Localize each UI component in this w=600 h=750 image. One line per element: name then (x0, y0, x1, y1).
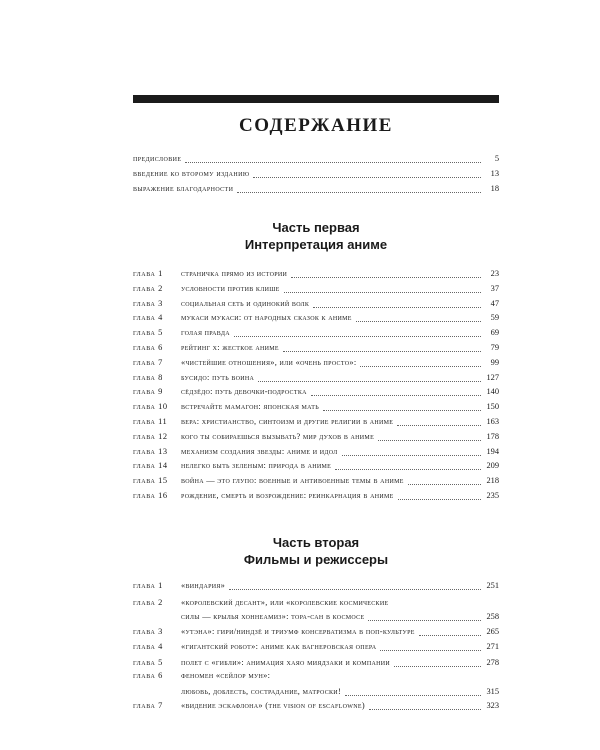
chapter-title: сёдзёдо: путь девочки-подростка (181, 387, 307, 397)
chapter-title: «виндария» (181, 581, 226, 590)
page-number: 265 (486, 627, 499, 636)
chapter-number: глава 3 (133, 298, 163, 308)
chapter-title: вера: христианство, синтоизм и другие религии в аниме (181, 417, 394, 426)
page-number: 163 (486, 417, 499, 426)
toc-chapter-entry[interactable] (133, 488, 499, 503)
chapter-number: глава 7 (133, 357, 163, 367)
chapter-title: силы — крылья хоннеамиз»: тора-сан в космосе (181, 612, 365, 621)
dot-leader (380, 635, 481, 651)
dot-leader (369, 694, 481, 710)
chapter-number: глава 4 (133, 313, 163, 323)
page-number: 258 (486, 612, 499, 621)
page-number: 18 (490, 184, 499, 193)
page-number: 235 (486, 491, 499, 500)
page-number: 13 (490, 169, 499, 178)
page-number: 37 (490, 283, 499, 293)
entry-title: выражение благодарности (133, 184, 234, 193)
chapter-title: полет с «гибли»: анимация хаяо миядзаки и компании (181, 658, 391, 667)
page-number: 23 (490, 269, 499, 278)
page-number: 127 (486, 372, 499, 382)
chapter-number: глава 5 (133, 328, 163, 338)
chapter-number: глава 14 (133, 461, 168, 471)
dot-leader (291, 262, 481, 278)
dot-leader (283, 336, 481, 352)
chapter-title: условности против клише (181, 283, 280, 293)
page-number: 79 (490, 343, 499, 352)
dot-leader (419, 620, 481, 636)
chapter-title: «королевский десант», или «королевские космические (181, 598, 389, 607)
entry-title: предисловие (133, 154, 182, 163)
chapter-title: мукаси мукаси: от народных сказок к аниме (181, 313, 352, 323)
chapter-number: глава 15 (133, 476, 168, 486)
page-number: 69 (490, 328, 499, 338)
chapter-title: война — это глупо: военные и антивоенные темы в аниме (181, 476, 404, 486)
dot-leader (378, 425, 481, 441)
dot-leader (397, 410, 481, 426)
chapter-number: глава 1 (133, 581, 163, 590)
chapter-title: «утэна»: гири/ниндзё и триумф консерватизма в поп-культуре (181, 627, 415, 636)
header-rule (133, 95, 499, 103)
chapter-title: бусидо: путь воина (181, 372, 255, 382)
part1-heading (133, 219, 499, 253)
dot-leader (237, 177, 481, 193)
dot-leader (398, 484, 481, 500)
toc-front-entry[interactable] (133, 181, 499, 196)
chapter-title: социальная сеть и одинокий волк (181, 298, 310, 308)
chapter-number: глава 6 (133, 671, 163, 680)
dot-leader (253, 162, 481, 178)
dot-leader (335, 454, 481, 470)
chapter-number: глава 9 (133, 387, 163, 397)
page-number: 209 (486, 461, 499, 471)
page-number: 218 (486, 476, 499, 486)
dot-leader (394, 651, 481, 667)
chapter-number: глава 16 (133, 491, 168, 500)
chapter-number: глава 10 (133, 402, 168, 412)
chapter-number: глава 2 (133, 598, 163, 607)
dot-leader (234, 321, 481, 337)
page-number: 99 (490, 357, 499, 367)
dot-leader (311, 380, 481, 396)
page-number: 59 (490, 313, 499, 323)
toc-chapter-entry[interactable] (133, 578, 499, 593)
chapter-title: «чистейшие отношения», или «очень просто»: (181, 357, 357, 367)
chapter-number: глава 12 (133, 431, 168, 441)
part-number: Часть первая (272, 220, 360, 235)
chapter-title: «видение эскафлона» (the vision of escaflowne) (181, 701, 365, 710)
toc-chapter-entry[interactable] (133, 698, 499, 713)
part-number: Часть вторая (272, 535, 360, 550)
dot-leader (229, 574, 481, 590)
chapter-number: глава 1 (133, 269, 163, 278)
chapter-number: глава 8 (133, 372, 163, 382)
dot-leader (258, 366, 481, 382)
dot-leader (360, 351, 481, 367)
dot-leader (323, 395, 481, 411)
page-title: СОДЕРЖАНИЕ (239, 115, 393, 136)
chapter-title: механизм создания звезды: аниме и идол (181, 446, 338, 456)
chapter-title: кого ты собираешься вызывать? мир духов в аниме (181, 431, 375, 441)
chapter-title: рождение, смерть и возрождение: реинкарнация в аниме (181, 491, 394, 500)
dot-leader (284, 277, 481, 293)
chapter-number: глава 6 (133, 343, 163, 352)
dot-leader (368, 605, 481, 621)
chapter-title: любовь, доблесть, сострадание, матроски! (181, 687, 342, 696)
page-number: 150 (486, 402, 499, 412)
page-number: 140 (486, 387, 499, 397)
page-number: 251 (486, 581, 499, 590)
chapter-number: глава 2 (133, 283, 163, 293)
page-number: 323 (486, 701, 499, 710)
page-number: 47 (490, 298, 499, 308)
chapter-number: глава 4 (133, 642, 163, 651)
part2-heading (133, 534, 499, 568)
chapter-title: рейтинг x: жесткое аниме (181, 343, 279, 352)
part-title: Интерпретация аниме (244, 237, 388, 252)
page-number: 178 (486, 431, 499, 441)
page-number: 278 (486, 658, 499, 667)
dot-leader (185, 147, 481, 163)
page-number: 271 (486, 642, 499, 651)
page-number: 5 (494, 154, 499, 163)
chapter-number: глава 3 (133, 627, 163, 636)
page-number: 315 (486, 687, 499, 696)
dot-leader (356, 306, 481, 322)
page-number: 194 (486, 446, 499, 456)
dot-leader (408, 469, 481, 485)
dot-leader (313, 292, 481, 308)
chapter-title: феномен «сейлор мун»: (181, 671, 271, 680)
chapter-number: глава 13 (133, 446, 168, 456)
chapter-number: глава 11 (133, 417, 168, 426)
chapter-title: страничка прямо из истории (181, 269, 288, 278)
entry-title: введение ко второму изданию (133, 169, 250, 178)
chapter-title: встречайте мамагон: японская мать (181, 402, 319, 412)
chapter-number: глава 7 (133, 701, 163, 710)
chapter-title: «гигантский робот»: аниме как вагнеровская опера (181, 642, 377, 651)
chapter-title: голая правда (181, 328, 230, 338)
dot-leader (342, 440, 481, 456)
chapter-number: глава 5 (133, 658, 163, 667)
part-title: Фильмы и режиссеры (243, 552, 389, 567)
chapter-title: нелегко быть зеленым: природа в аниме (181, 461, 332, 471)
